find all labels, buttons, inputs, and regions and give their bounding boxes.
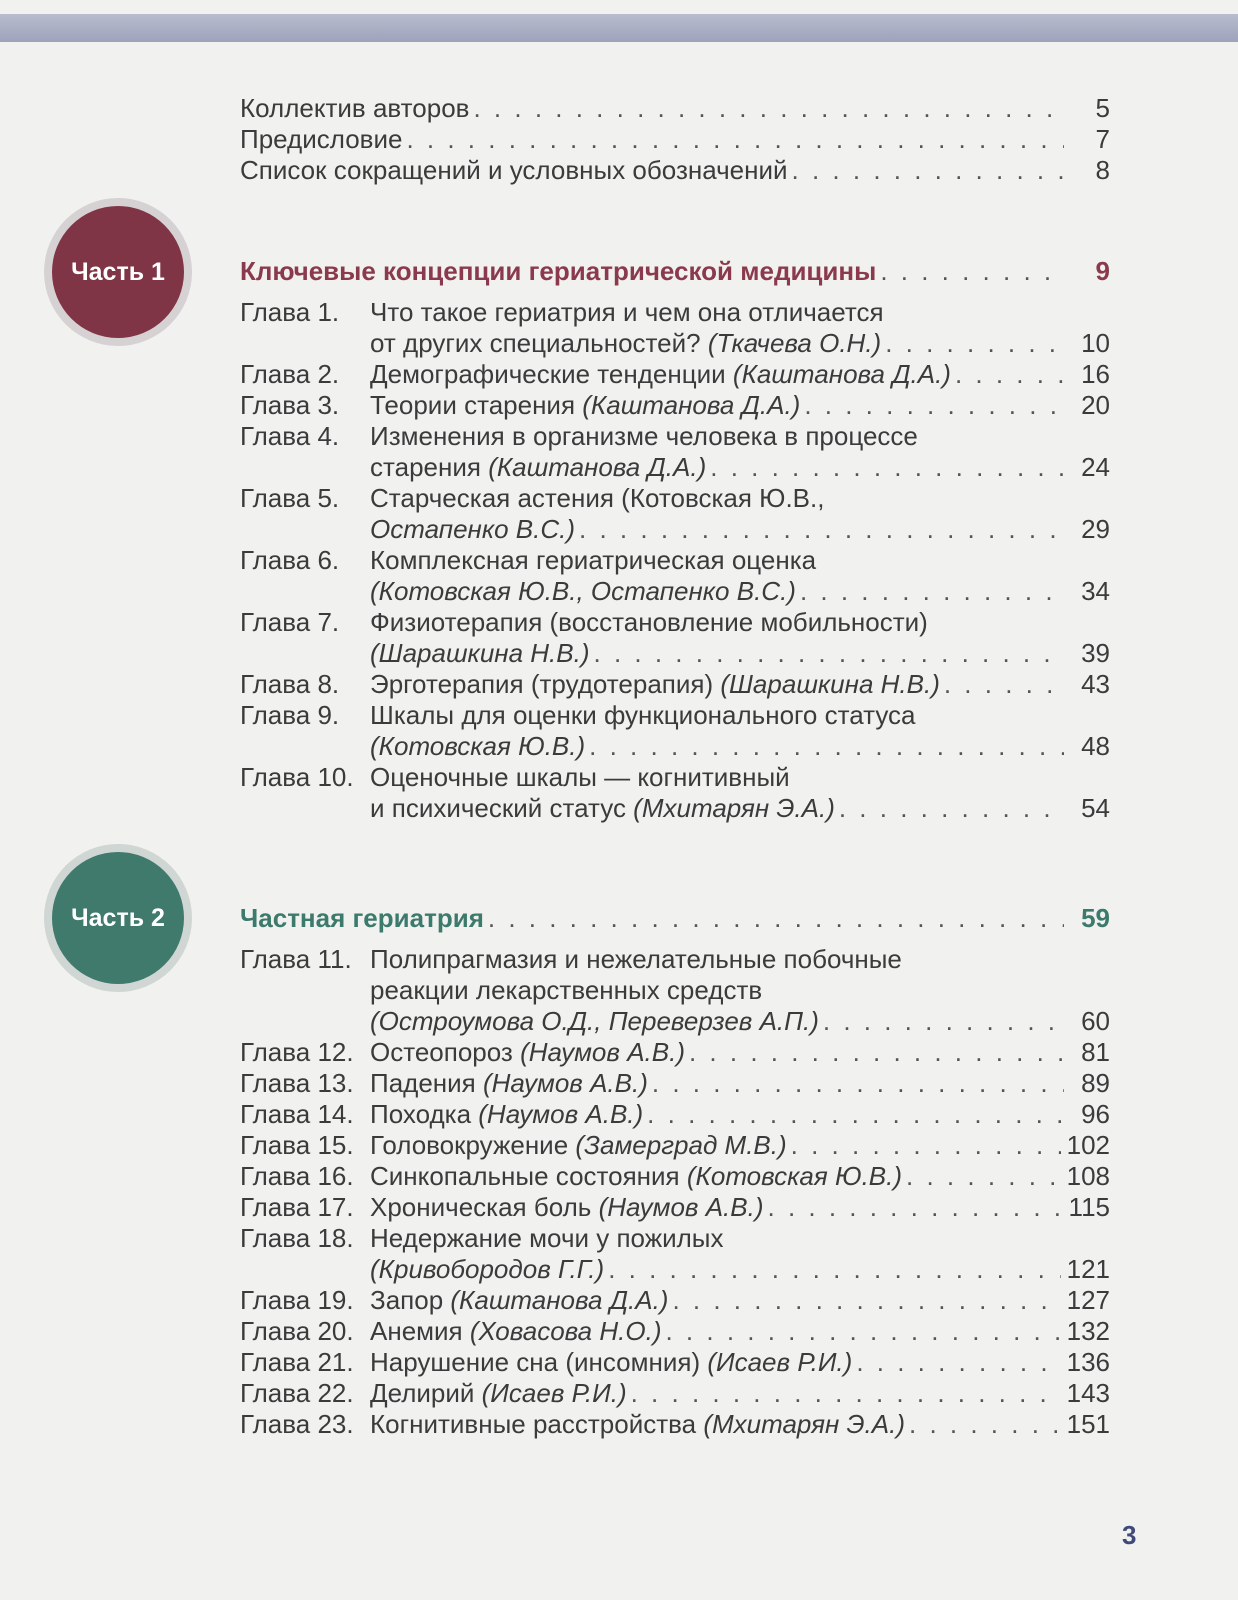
chapter-20-text: Анемия xyxy=(370,1316,470,1346)
chapter-8-page: 43 xyxy=(1081,669,1110,699)
chapter-12-line xyxy=(370,1036,1110,1068)
chapter-20-label: Глава 20. xyxy=(240,1316,354,1346)
chapter-19-leader xyxy=(672,1284,1060,1316)
part-2-leader xyxy=(488,902,1064,934)
chapter-23-line xyxy=(370,1408,1110,1440)
chapter-5-leader xyxy=(579,513,1064,545)
chapter-17-line xyxy=(370,1191,1110,1223)
front-item-2-text: Предисловие xyxy=(240,124,403,154)
chapter-6-leader xyxy=(800,575,1064,607)
chapter-13-line xyxy=(370,1067,1110,1099)
top-color-band xyxy=(0,14,1238,42)
chapter-17-page: 115 xyxy=(1068,1192,1110,1222)
chapter-13-title xyxy=(370,1067,648,1099)
part-1-line xyxy=(240,255,1110,287)
chapter-3-label: Глава 3. xyxy=(240,390,340,420)
chapter-10-line xyxy=(370,792,1110,824)
chapter-19-title xyxy=(370,1284,668,1316)
chapter-8-title xyxy=(370,668,940,700)
chapter-7-title-line: Физиотерапия (восстановление мобильности) xyxy=(370,607,928,637)
chapter-7-title xyxy=(370,637,590,669)
chapter-12-author: (Наумов А.В.) xyxy=(520,1037,685,1067)
chapter-5-author: Остапенко В.С.) xyxy=(370,514,576,544)
part-1-leader xyxy=(880,255,1064,287)
chapter-7-label: Глава 7. xyxy=(240,607,340,637)
chapter-4-title xyxy=(370,451,706,483)
chapter-22-label: Глава 22. xyxy=(240,1378,354,1408)
chapter-15-text: Головокружение xyxy=(370,1130,576,1160)
chapter-1-title-line: Что такое гериатрия и чем она отличается xyxy=(370,297,884,327)
chapter-1-label: Глава 1. xyxy=(240,297,340,327)
chapter-1-title xyxy=(370,327,881,359)
chapter-8-text: Эрготерапия (трудотерапия) xyxy=(370,669,721,699)
front-item-1-page: 5 xyxy=(1095,93,1110,123)
chapter-15-author: (Замерград М.В.) xyxy=(575,1130,787,1160)
chapter-5-line xyxy=(370,513,1110,545)
chapter-12-page: 81 xyxy=(1081,1037,1110,1067)
page-number: 3 xyxy=(1122,1520,1137,1550)
chapter-9-author: (Котовская Ю.В.) xyxy=(370,731,586,761)
chapter-6-title xyxy=(370,575,796,607)
chapter-15-line xyxy=(370,1129,1110,1161)
chapter-19-line xyxy=(370,1284,1110,1316)
chapter-4-text: старения xyxy=(370,452,489,482)
chapter-9-page: 48 xyxy=(1081,731,1110,761)
chapter-20-title xyxy=(370,1315,661,1347)
chapter-13-text: Падения xyxy=(370,1068,483,1098)
front-item-2-page: 7 xyxy=(1095,124,1110,154)
chapter-16-leader xyxy=(906,1160,1061,1192)
chapter-22-leader xyxy=(631,1377,1061,1409)
front-item-3-title xyxy=(240,154,788,186)
chapter-13-author: (Наумов А.В.) xyxy=(482,1068,648,1098)
chapter-16-title xyxy=(370,1160,902,1192)
chapter-11-leader xyxy=(823,1005,1064,1037)
chapter-22-page: 143 xyxy=(1066,1378,1110,1408)
chapter-14-page: 96 xyxy=(1081,1099,1110,1129)
chapter-9-leader xyxy=(589,730,1064,762)
chapter-16-author: (Котовская Ю.В.) xyxy=(686,1161,903,1191)
chapter-9-label: Глава 9. xyxy=(240,700,340,730)
chapter-14-text: Походка xyxy=(370,1099,479,1129)
chapter-18-title-line: Недержание мочи у пожилых xyxy=(370,1223,724,1253)
chapter-18-line xyxy=(370,1253,1110,1285)
chapter-18-leader xyxy=(608,1253,1060,1285)
chapter-3-leader xyxy=(804,389,1064,421)
chapter-1-text: от других специальностей? xyxy=(370,328,708,358)
chapter-16-text: Синкопальные состояния xyxy=(370,1161,687,1191)
chapter-7-line xyxy=(370,637,1110,669)
chapter-8-author: (Шарашкина Н.В.) xyxy=(720,669,940,699)
chapter-13-leader xyxy=(652,1067,1064,1099)
chapter-18-title xyxy=(370,1253,604,1285)
chapter-17-author: (Наумов А.В.) xyxy=(598,1192,764,1222)
chapter-4-page: 24 xyxy=(1081,452,1110,482)
chapter-23-label: Глава 23. xyxy=(240,1409,354,1439)
chapter-15-label: Глава 15. xyxy=(240,1130,354,1160)
chapter-6-author: (Котовская Ю.В., Остапенко В.С.) xyxy=(370,576,796,606)
chapter-4-line xyxy=(370,451,1110,483)
part-1-badge-label: Часть 1 xyxy=(71,257,165,286)
chapter-15-leader xyxy=(791,1129,1061,1161)
chapter-11-author: (Остроумова О.Д., Переверзев А.П.) xyxy=(370,1006,819,1036)
chapter-2-leader xyxy=(955,358,1064,390)
chapter-10-label: Глава 10. xyxy=(240,762,354,792)
chapter-20-line xyxy=(370,1315,1110,1347)
chapter-3-text: Теории старения xyxy=(370,390,583,420)
chapter-23-text: Когнитивные расстройства xyxy=(370,1409,704,1439)
part-2-badge-label: Часть 2 xyxy=(71,903,165,932)
chapter-20-page: 132 xyxy=(1066,1316,1110,1346)
chapter-11-title xyxy=(370,1005,819,1037)
front-item-1-leader xyxy=(473,92,1064,124)
chapter-4-label: Глава 4. xyxy=(240,421,340,451)
chapter-10-title xyxy=(370,792,835,824)
chapter-23-leader xyxy=(909,1408,1061,1440)
chapter-5-title-line: Старческая астения (Котовская Ю.В., xyxy=(370,483,825,513)
chapter-10-title-line: Оценочные шкалы — когнитивный xyxy=(370,762,790,792)
part-2-title xyxy=(240,902,484,934)
front-item-3-page: 8 xyxy=(1095,155,1110,185)
chapter-22-title xyxy=(370,1377,627,1409)
chapter-8-line xyxy=(370,668,1110,700)
chapter-1-page: 10 xyxy=(1081,328,1110,358)
chapter-11-line xyxy=(370,1005,1110,1037)
chapter-21-text: Нарушение сна (инсомния) xyxy=(370,1347,708,1377)
chapter-7-page: 39 xyxy=(1081,638,1110,668)
chapter-3-page: 20 xyxy=(1081,390,1110,420)
chapter-23-author: (Мхитарян Э.А.) xyxy=(703,1409,906,1439)
front-item-1-line xyxy=(240,92,1110,124)
chapter-23-page: 151 xyxy=(1066,1409,1110,1439)
chapter-10-leader xyxy=(839,792,1064,824)
chapter-12-title xyxy=(370,1036,685,1068)
chapter-14-author: (Наумов А.В.) xyxy=(478,1099,644,1129)
part-2-page: 59 xyxy=(1081,903,1110,933)
chapter-3-author: (Каштанова Д.А.) xyxy=(582,390,801,420)
chapter-9-title xyxy=(370,730,585,762)
chapter-13-page: 89 xyxy=(1081,1068,1110,1098)
chapter-17-title xyxy=(370,1191,764,1223)
chapter-2-line xyxy=(370,358,1110,390)
chapter-18-author: (Кривобородов Г.Г.) xyxy=(370,1254,605,1284)
chapter-2-title xyxy=(370,358,951,390)
chapter-3-line xyxy=(370,389,1110,421)
chapter-22-author: (Исаев Р.И.) xyxy=(481,1378,627,1408)
chapter-5-page: 29 xyxy=(1081,514,1110,544)
chapter-11-title-line: Полипрагмазия и нежелательные побочные xyxy=(370,944,902,974)
chapter-4-title-line: Изменения в организме человека в процессе xyxy=(370,421,918,451)
chapter-19-author: (Каштанова Д.А.) xyxy=(450,1285,669,1315)
chapter-10-author: (Мхитарян Э.А.) xyxy=(633,793,835,823)
chapter-21-line xyxy=(370,1346,1110,1378)
chapter-14-title xyxy=(370,1098,643,1130)
chapter-2-author: (Каштанова Д.А.) xyxy=(732,359,951,389)
part-1-badge xyxy=(52,206,184,338)
chapter-9-line xyxy=(370,730,1110,762)
chapter-8-label: Глава 8. xyxy=(240,669,340,699)
chapter-21-author: (Исаев Р.И.) xyxy=(707,1347,853,1377)
chapter-10-page: 54 xyxy=(1081,793,1110,823)
chapter-20-author: (Ховасова Н.О.) xyxy=(469,1316,662,1346)
chapter-19-text: Запор xyxy=(370,1285,451,1315)
chapter-19-page: 127 xyxy=(1066,1285,1110,1315)
part-1-title xyxy=(240,255,876,287)
chapter-11-title-line-2: реакции лекарственных средств xyxy=(370,975,763,1005)
chapter-20-leader xyxy=(665,1315,1060,1347)
chapter-2-text: Демографические тенденции xyxy=(370,359,733,389)
chapter-17-leader xyxy=(768,1191,1063,1223)
chapter-12-label: Глава 12. xyxy=(240,1037,354,1067)
chapter-7-leader xyxy=(594,637,1064,669)
chapter-1-author: (Ткачева О.Н.) xyxy=(707,328,882,358)
chapter-4-leader xyxy=(710,451,1064,483)
front-item-2-leader xyxy=(406,123,1064,155)
front-item-1-title xyxy=(240,92,469,124)
chapter-16-label: Глава 16. xyxy=(240,1161,354,1191)
chapter-22-text: Делирий xyxy=(370,1378,482,1408)
chapter-5-label: Глава 5. xyxy=(240,483,340,513)
chapter-14-label: Глава 14. xyxy=(240,1099,354,1129)
front-item-2-title xyxy=(240,123,402,155)
chapter-21-label: Глава 21. xyxy=(240,1347,354,1377)
chapter-14-line xyxy=(370,1098,1110,1130)
chapter-18-label: Глава 18. xyxy=(240,1223,354,1253)
part-1-page: 9 xyxy=(1095,256,1110,286)
part-2-badge xyxy=(52,852,184,984)
chapter-21-page: 136 xyxy=(1066,1347,1110,1377)
chapter-13-label: Глава 13. xyxy=(240,1068,354,1098)
chapter-10-text: и психический статус xyxy=(370,793,634,823)
chapter-1-leader xyxy=(885,327,1064,359)
chapter-18-page: 121 xyxy=(1066,1254,1110,1284)
chapter-8-leader xyxy=(944,668,1064,700)
chapter-5-title xyxy=(370,513,575,545)
chapter-12-leader xyxy=(689,1036,1064,1068)
chapter-17-label: Глава 17. xyxy=(240,1192,354,1222)
chapter-6-page: 34 xyxy=(1081,576,1110,606)
chapter-4-author: (Каштанова Д.А.) xyxy=(488,452,707,482)
chapter-2-page: 16 xyxy=(1081,359,1110,389)
front-item-2-line xyxy=(240,123,1110,155)
front-item-1-text: Коллектив авторов xyxy=(240,93,470,123)
chapter-19-label: Глава 19. xyxy=(240,1285,354,1315)
chapter-6-title-line: Комплексная гериатрическая оценка xyxy=(370,545,817,575)
front-item-3-text: Список сокращений и условных обозначений xyxy=(240,155,788,185)
chapter-11-label: Глава 11. xyxy=(240,944,352,974)
chapter-11-page: 60 xyxy=(1081,1006,1110,1036)
part-1-text: Ключевые концепции гериатрической медицины xyxy=(240,256,877,286)
part-2-text: Частная гериатрия xyxy=(240,903,484,933)
chapter-21-leader xyxy=(856,1346,1060,1378)
chapter-15-title xyxy=(370,1129,787,1161)
chapter-2-label: Глава 2. xyxy=(240,359,340,389)
chapter-17-text: Хроническая боль xyxy=(370,1192,599,1222)
front-item-3-line xyxy=(240,154,1110,186)
chapter-22-line xyxy=(370,1377,1110,1409)
chapter-21-title xyxy=(370,1346,852,1378)
chapter-12-text: Остеопороз xyxy=(370,1037,521,1067)
chapter-23-title xyxy=(370,1408,905,1440)
front-item-3-leader xyxy=(792,154,1064,186)
chapter-1-line xyxy=(370,327,1110,359)
chapter-6-label: Глава 6. xyxy=(240,545,340,575)
chapter-15-page: 102 xyxy=(1066,1130,1110,1160)
chapter-14-leader xyxy=(647,1098,1064,1130)
chapter-6-line xyxy=(370,575,1110,607)
chapter-16-page: 108 xyxy=(1066,1161,1110,1191)
chapter-7-author: (Шарашкина Н.В.) xyxy=(370,638,590,668)
chapter-16-line xyxy=(370,1160,1110,1192)
chapter-9-title-line: Шкалы для оценки функционального статуса xyxy=(370,700,916,730)
chapter-3-title xyxy=(370,389,800,421)
part-2-line xyxy=(240,902,1110,934)
